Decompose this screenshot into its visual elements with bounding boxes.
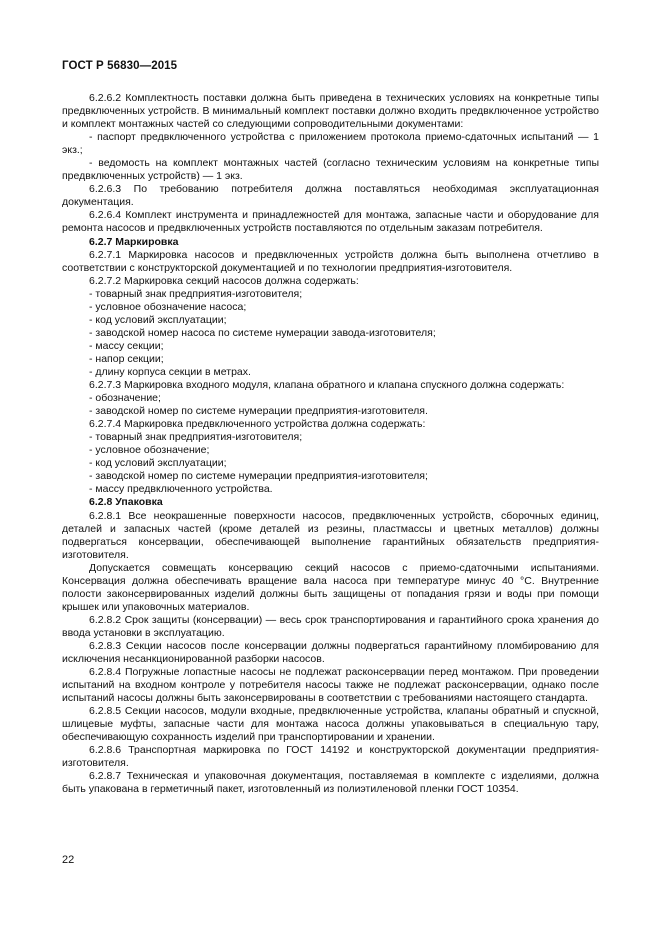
paragraph: 6.2.8.4 Погружные лопастные насосы не подлежат расконсервации перед монтажом. При проведении испытаний на входном контроле у потребителя насосы также не подлежат расконсервации, однако после испытаний насосы должны быть законсервированы в соответствии с требованиями настоящего стандарта. [62,666,599,705]
paragraph: Допускается совмещать консервацию секций насосов с приемо-сдаточными испытаниями. Консервация должна обеспечивать вращение вала насоса при температуре минус 40 °С. Внутренние полости законсервированных изделий должны быть защищены от попадания грязи и воды при помощи крышек или упаковочных материалов. [62,561,599,613]
list-item: - паспорт предвключенного устройства с приложением протокола приемо-сдаточных испытаний — 1 экз.; [62,131,599,157]
list-item: - длину корпуса секции в метрах. [89,365,251,378]
list-item: - ведомость на комплект монтажных частей (согласно техническим условиям на конкретные типы предвключенных устройств) — 1 экз. [62,157,599,183]
paragraph: 6.2.6.3 По требованию потребителя должна поставляться необходимая эксплуатационная документация. [62,183,599,209]
list-item: - код условий эксплуатации; [89,457,227,470]
page-number: 22 [62,854,75,866]
list-item: - напор секции; [89,352,164,365]
section-heading: 6.2.7 Маркировка [89,235,179,248]
paragraph: 6.2.6.4 Комплект инструмента и принадлежностей для монтажа, запасные части и оборудование для ремонта насосов и предвключенных устройств поставляются по отдельным заказам потребителя. [62,209,599,235]
paragraph: 6.2.7.3 Маркировка входного модуля, клапана обратного и клапана спускного должна содержать: [89,379,565,392]
list-item: - заводской номер насоса по системе нумерации завода-изготовителя; [89,326,436,339]
list-item: - массу предвключенного устройства. [89,483,273,496]
paragraph: 6.2.7.2 Маркировка секций насосов должна содержать: [89,274,359,287]
list-item: - обозначение; [89,392,161,405]
list-item: - условное обозначение; [89,444,210,457]
paragraph: 6.2.8.6 Транспортная маркировка по ГОСТ 14192 и конструкторской документации предприятия-изготовителя. [62,744,599,770]
list-item: - товарный знак предприятия-изготовителя; [89,287,303,300]
list-item: - заводской номер по системе нумерации предприятия-изготовителя. [89,405,428,418]
paragraph: 6.2.8.5 Секции насосов, модули входные, предвключенные устройства, клапаны обратный и спускной, шлицевые муфты, запасные части для монтажа насоса должны упаковываться в специальную тару, обеспечивающую сохранность изделий при транспортировании и хранении. [62,705,599,744]
document-header: ГОСТ Р 56830—2015 [62,60,178,72]
paragraph: 6.2.8.3 Секции насосов после консервации должны подвергаться гарантийному пломбированию для исключения несанкционированной разборки насосов. [62,639,599,666]
list-item: - товарный знак предприятия-изготовителя; [89,431,303,444]
list-item: - заводской номер по системе нумерации предприятия-изготовителя; [89,470,428,483]
paragraph: 6.2.6.2 Комплектность поставки должна быть приведена в технических условиях на конкретные типы предвключенных устройств. В минимальный комплект поставки должно входить предвключенное устройство и комплект монтажных частей со следующими сопроводительными документами: [62,92,599,131]
paragraph: 6.2.7.1 Маркировка насосов и предвключенных устройств должна быть выполнена отчетливо в соответствии с конструкторской документацией и по технологии предприятия-изготовителя. [62,248,599,274]
paragraph: 6.2.8.2 Срок защиты (консервации) — весь срок транспортирования и гарантийного срока хранения до ввода установки в эксплуатацию. [62,613,599,639]
paragraph: 6.2.7.4 Маркировка предвключенного устройства должна содержать: [89,418,426,431]
list-item: - код условий эксплуатации; [89,313,227,326]
section-heading: 6.2.8 Упаковка [89,496,163,509]
paragraph: 6.2.8.7 Техническая и упаковочная документация, поставляемая в комплекте с изделиями, должна быть упакована в герметичный пакет, изготовленный из полиэтиленовой пленки ГОСТ 10354. [62,770,599,796]
list-item: - условное обозначение насоса; [89,300,247,313]
list-item: - массу секции; [89,339,164,352]
paragraph: 6.2.8.1 Все неокрашенные поверхности насосов, предвключенных устройств, сборочных единиц, деталей и запасных частей (кроме деталей из резины, пластмассы и цветных металлов) должны подвергаться консервации, обеспечивающей выполнение гарантийных обязательств предприятия-изготовителя. [62,509,599,561]
document-body [62,92,599,797]
